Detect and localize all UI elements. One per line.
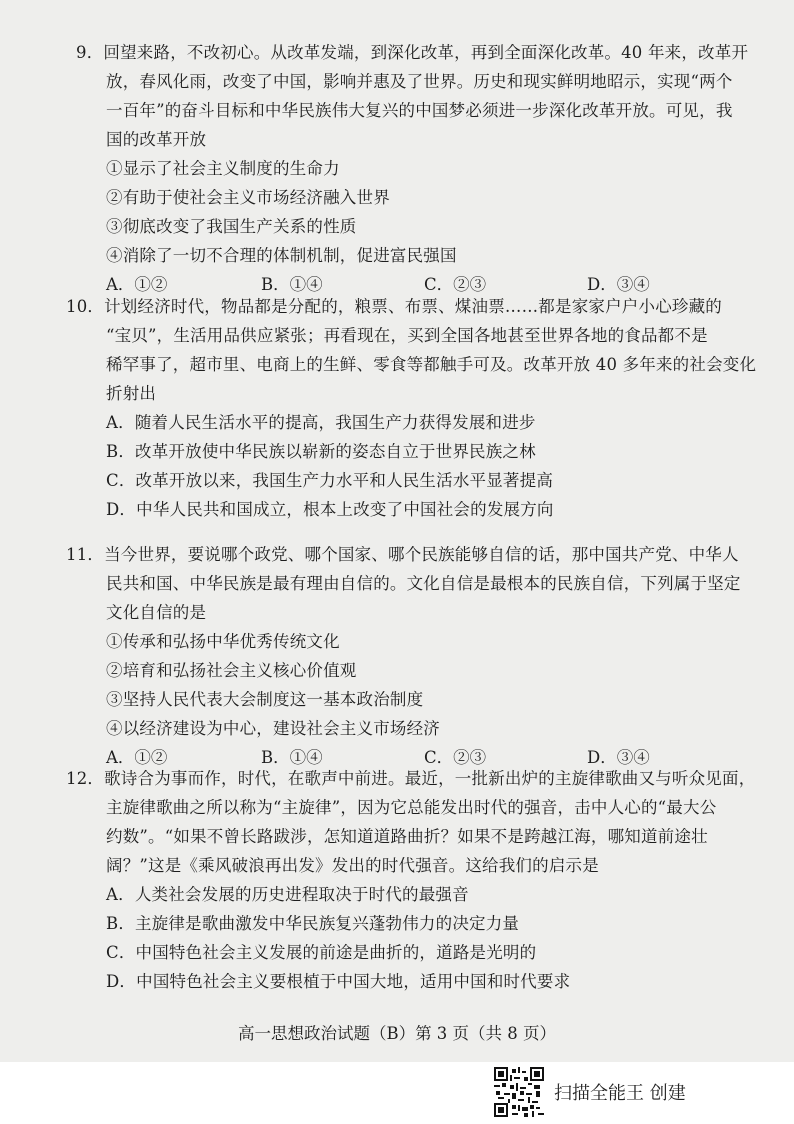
question-9-item: ①显示了社会主义制度的生命力 [106, 159, 340, 178]
question-9-stem-line: 9．回望来路，不改初心。从改革发端，到深化改革，再到全面深化改革。40 年来，改革开 [76, 43, 749, 62]
choice-a: A．①② [106, 748, 168, 767]
question-9 [76, 38, 749, 299]
scanner-watermark [494, 1066, 686, 1118]
question-11-stem-line: 文化自信的是 [106, 603, 207, 622]
question-12-option: A．人类社会发展的历史进程取决于时代的最强音 [106, 885, 469, 904]
question-10 [66, 292, 757, 524]
question-11-item: ①传承和弘扬中华优秀传统文化 [106, 632, 340, 651]
question-12-option: D．中国特色社会主义要根植于中国大地，适用中国和时代要求 [106, 972, 571, 991]
choice-c: C．②③ [424, 748, 487, 767]
question-11-stem-line: 11．当今世界，要说哪个政党、哪个国家、哪个民族能够自信的话，那中国共产党、中华人 [66, 545, 739, 564]
question-10-option: D．中华人民共和国成立，根本上改变了中国社会的发展方向 [106, 500, 554, 519]
question-10-stem-line: 折射出 [106, 384, 157, 403]
question-10-stem-line: 稀罕事了，超市里、电商上的生鲜、零食等都触手可及。改革开放 40 多年来的社会变化 [106, 355, 757, 374]
question-11-item: ②培育和弘扬社会主义核心价值观 [106, 661, 357, 680]
question-9-item: ③彻底改变了我国生产关系的性质 [106, 217, 357, 236]
question-10-option: A．随着人民生活水平的提高，我国生产力获得发展和进步 [106, 413, 536, 432]
question-9-item: ②有助于使社会主义市场经济融入世界 [106, 188, 390, 207]
page-footer: 高一思想政治试题（B）第 3 页（共 8 页） [237, 1024, 557, 1043]
qr-code-icon [494, 1067, 544, 1117]
question-10-stem-line: “宝贝”，生活用品供应紧张；再看现在，买到全国各地甚至世界各地的食品都不是 [106, 326, 708, 345]
question-11-item: ④以经济建设为中心，建设社会主义市场经济 [106, 719, 440, 738]
question-9-stem-line: 放，春风化雨，改变了中国，影响并惠及了世界。历史和现实鲜明地昭示，实现“两个 [106, 72, 733, 91]
question-12-option: B．主旋律是歌曲激发中华民族复兴蓬勃伟力的决定力量 [106, 914, 520, 933]
scanner-brand-text: 扫描全能王 创建 [554, 1083, 686, 1104]
question-9-stem-line: 国的改革开放 [106, 130, 207, 149]
question-12-stem-line: 12．歌诗合为事而作，时代，在歌声中前进。最近，一批新出炉的主旋律歌曲又与听众见面， [66, 769, 756, 788]
question-11 [66, 540, 741, 772]
choice-b: B．①④ [261, 748, 323, 767]
question-10-option: B．改革开放使中华民族以崭新的姿态自立于世界民族之林 [106, 442, 536, 461]
question-12-stem-line: 主旋律歌曲之所以称为“主旋律”，因为它总能发出时代的强音，击中人心的“最大公 [106, 798, 717, 817]
question-12-option: C．中国特色社会主义发展的前途是曲折的，道路是光明的 [106, 943, 537, 962]
choice-a: A．①② [106, 275, 168, 294]
choice-d: D．③④ [587, 748, 650, 767]
question-10-option: C．改革开放以来，我国生产力水平和人民生活水平显著提高 [106, 471, 554, 490]
question-9-item: ④消除了一切不合理的体制机制，促进富民强国 [106, 246, 457, 265]
question-12 [66, 764, 756, 996]
choice-b: B．①④ [261, 275, 323, 294]
choice-c: C．②③ [424, 275, 487, 294]
question-10-stem-line: 10．计划经济时代，物品都是分配的，粮票、布票、煤油票……都是家家户户小心珍藏的 [66, 297, 722, 316]
question-11-item: ③坚持人民代表大会制度这一基本政治制度 [106, 690, 424, 709]
question-12-stem-line: 阔？”这是《乘风破浪再出发》发出的时代强音。这给我们的启示是 [106, 856, 599, 875]
question-12-stem-line: 约数”。“如果不曾长路跋涉，怎知道道路曲折？如果不是跨越江海，哪知道前途壮 [106, 827, 708, 846]
question-9-stem-line: 一百年”的奋斗目标和中华民族伟大复兴的中国梦必须进一步深化改革开放。可见，我 [106, 101, 733, 120]
choice-d: D．③④ [587, 275, 650, 294]
question-11-stem-line: 民共和国、中华民族是最有理由自信的。文化自信是最根本的民族自信，下列属于坚定 [106, 574, 741, 593]
